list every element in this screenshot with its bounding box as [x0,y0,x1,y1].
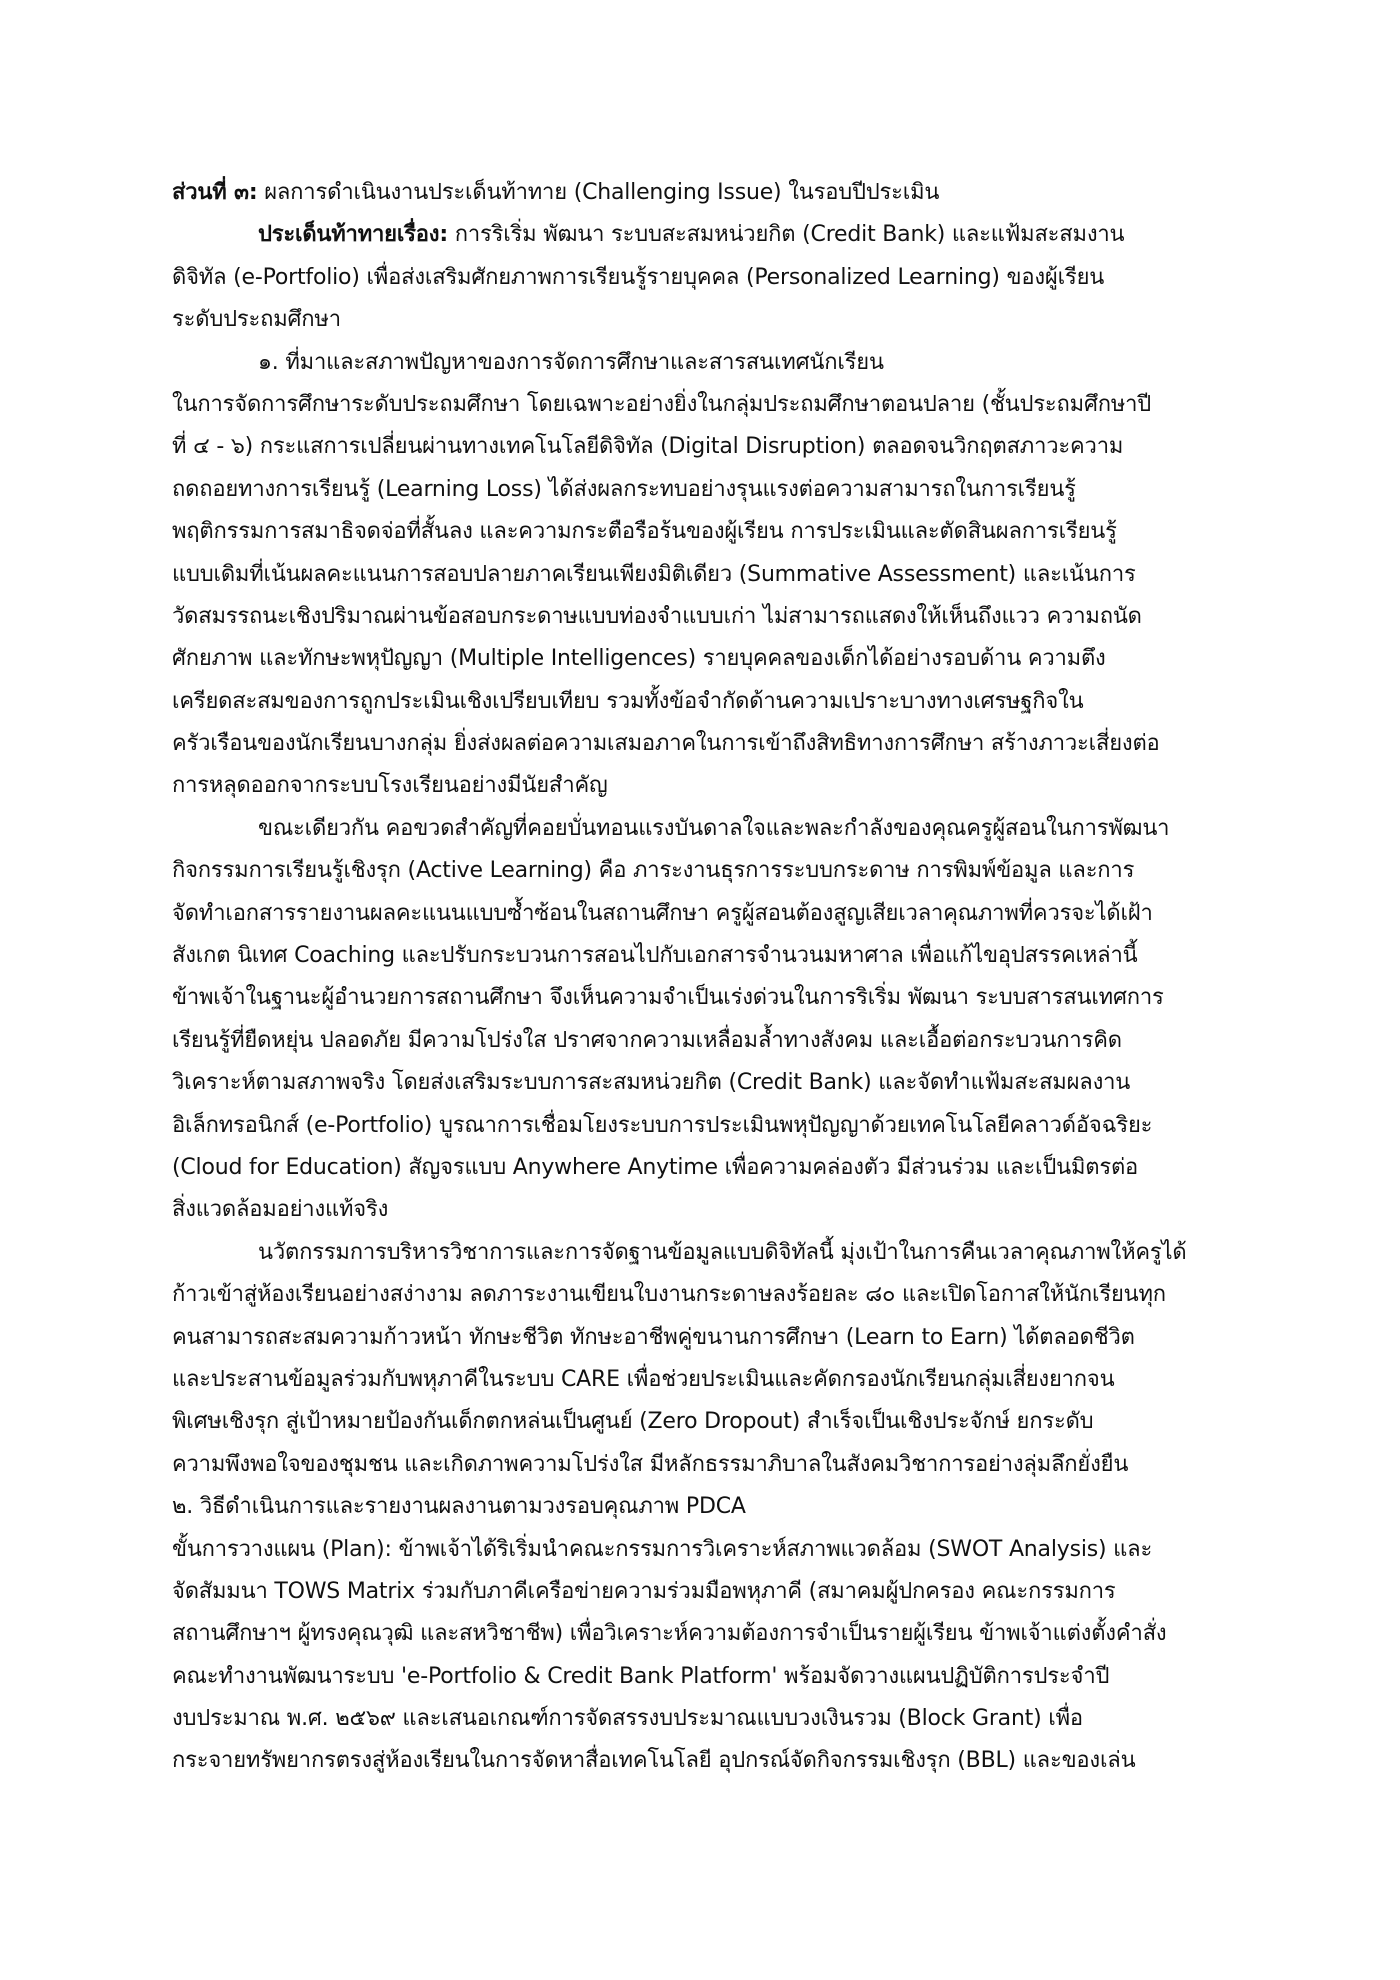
paragraph-line: (Cloud for Education) สัญจรแบบ Anywhere Anytime เพื่อความคล่องตัว มีส่วนร่วม และเป็นมิตรต่อ [172,1154,1139,1180]
paragraph-line: จัดทำเอกสารรายงานผลคะแนนแบบซ้ำซ้อนในสถานศึกษา ครูผู้สอนต้องสูญเสียเวลาคุณภาพที่ควรจะได้เฝ้า [172,900,1153,926]
paragraph-line: เรียนรู้ที่ยืดหยุ่น ปลอดภัย มีความโปร่งใส ปราศจากความเหลื่อมล้ำทางสังคม และเอื้อต่อกระบวนการคิด [172,1027,1122,1053]
paragraph-line: งบประมาณ พ.ศ. ๒๕๖๙ และเสนอเกณฑ์การจัดสรรงบประมาณแบบวงเงินรวม (Block Grant) เพื่อ [172,1706,1083,1732]
paragraph-line: วัดสมรรถนะเชิงปริมาณผ่านข้อสอบกระดาษแบบท่องจำแบบเก่า ไม่สามารถแสดงให้เห็นถึงแวว ความถนัด [172,603,1142,629]
paragraph-line: สิ่งแวดล้อมอย่างแท้จริง [172,1197,389,1223]
section-heading-label: ส่วนที่ ๓: [172,180,258,205]
paragraph-line: ครัวเรือนของนักเรียนบางกลุ่ม ยิ่งส่งผลต่อความเสมอภาคในการเข้าถึงสิทธิทางการศึกษา สร้างภาวะเสี่ยงต่อ [172,731,1160,757]
paragraph-line: ที่ ๔ - ๖) กระแสการเปลี่ยนผ่านทางเทคโนโลยีดิจิทัล (Digital Disruption) ตลอดจนวิกฤตสภาวะความ [172,434,1124,460]
paragraph-line: พฤติกรรมการสมาธิจดจ่อที่สั้นลง และความกระตือรือร้นของผู้เรียน การประเมินและตัดสินผลการเรียนรู้ [172,519,1117,545]
paragraph-line: กิจกรรมการเรียนรู้เชิงรุก (Active Learning) คือ ภาระงานธุรการระบบกระดาษ การพิมพ์ข้อมูล และการ [172,858,1135,884]
paragraph-line: ขั้นการวางแผน (Plan): ข้าพเจ้าได้ริเริ่มนำคณะกรรมการวิเคราะห์สภาพแวดล้อม (SWOT Analysis) และ [172,1536,1153,1562]
paragraph-line: คนสามารถสะสมความก้าวหน้า ทักษะชีวิต ทักษะอาชีพคู่ขนานการศึกษา (Learn to Earn) ได้ตลอดชีวิต [172,1324,1135,1350]
paragraph-line: คณะทำงานพัฒนาระบบ 'e-Portfolio & Credit Bank Platform' พร้อมจัดวางแผนปฏิบัติการประจำปี [172,1663,1110,1689]
issue-heading [172,214,1242,256]
paragraph-line: ความพึงพอใจของชุมชน และเกิดภาพความโปร่งใส มีหลักธรรมาภิบาลในสังคมวิชาการอย่างลุ่มลึกยั่งยืน [172,1451,1129,1477]
paragraph-line: อิเล็กทรอนิกส์ (e-Portfolio) บูรณาการเชื่อมโยงระบบการประเมินพหุปัญญาด้วยเทคโนโลยีคลาวด์อัจฉริยะ [172,1112,1153,1138]
paragraph-line: กระจายทรัพยากรตรงสู่ห้องเรียนในการจัดหาสื่อเทคโนโลยี อุปกรณ์จัดกิจกรรมเชิงรุก (BBL) และของเล่น [172,1748,1136,1774]
paragraph-line: ในการจัดการศึกษาระดับประถมศึกษา โดยเฉพาะอย่างยิ่งในกลุ่มประถมศึกษาตอนปลาย (ชั้นประถมศึกษาปี [172,391,1152,417]
issue-line: ดิจิทัล (e-Portfolio) เพื่อส่งเสริมศักยภาพการเรียนรู้รายบุคคล (Personalized Learning) ของผู้เรียน [172,264,1105,290]
document-body [172,172,1242,1783]
paragraph-line: วิเคราะห์ตามสภาพจริง โดยส่งเสริมระบบการสะสมหน่วยกิต (Credit Bank) และจัดทำแฟ้มสะสมผลงาน [172,1070,1131,1096]
paragraph-line: การหลุดออกจากระบบโรงเรียนอย่างมีนัยสำคัญ [172,773,608,799]
paragraph-line: แบบเดิมที่เน้นผลคะแนนการสอบปลายภาคเรียนเพียงมิติเดียว (Summative Assessment) และเน้นการ [172,561,1136,587]
paragraph-line: ศักยภาพ และทักษะพหุปัญญา (Multiple Intelligences) รายบุคคลของเด็กได้อย่างรอบด้าน ความตึง [172,646,1106,672]
paragraph-line: จัดสัมมนา TOWS Matrix ร่วมกับภาคีเครือข่ายความร่วมมือพหุภาคี (สมาคมผู้ปกครอง คณะกรรมการ [172,1578,1116,1604]
paragraph-line: สถานศึกษาฯ ผู้ทรงคุณวุฒิ และสหวิชาชีพ) เพื่อวิเคราะห์ความต้องการจำเป็นรายผู้เรียน ข้าพเจ้าแต่งตั้งคำสั่ง [172,1621,1167,1647]
paragraph-line: นวัตกรรมการบริหารวิชาการและการจัดฐานข้อมูลแบบดิจิทัลนี้ มุ่งเป้าในการคืนเวลาคุณภาพให้ครูได้ [258,1239,1187,1265]
section-heading-text: ผลการดำเนินงานประเด็นท้าทาย (Challenging Issue) ในรอบปีประเมิน [257,180,940,205]
issue-line: ระดับประถมศึกษา [172,307,341,333]
paragraph-line: ขณะเดียวกัน คอขวดสำคัญที่คอยบั่นทอนแรงบันดาลใจและพละกำลังของคุณครูผู้สอนในการพัฒนา [258,815,1170,841]
paragraph-line: ก้าวเข้าสู่ห้องเรียนอย่างสง่างาม ลดภาระงานเขียนใบงานกระดาษลงร้อยละ ๘๐ และเปิดโอกาสให้นักเรียนทุก [172,1282,1166,1308]
paragraph-line: สังเกต นิเทศ Coaching และปรับกระบวนการสอนไปกับเอกสารจำนวนมหาศาล เพื่อแก้ไขอุปสรรคเหล่านี้ [172,943,1138,969]
paragraph-line: ข้าพเจ้าในฐานะผู้อำนวยการสถานศึกษา จึงเห็นความจำเป็นเร่งด่วนในการริเริ่ม พัฒนา ระบบสารสนเทศการ [172,985,1164,1011]
paragraph-line: พิเศษเชิงรุก สู่เป้าหมายป้องกันเด็กตกหล่นเป็นศูนย์ (Zero Dropout) สำเร็จเป็นเชิงประจักษ์ ยกระดับ [172,1409,1094,1435]
issue-heading-label: ประเด็นท้าทายเรื่อง: [258,222,448,248]
part1-title: ๑. ที่มาและสภาพปัญหาของการจัดการศึกษาและสารสนเทศนักเรียน [258,349,884,375]
part2-title: ๒. วิธีดำเนินการและรายงานผลงานตามวงรอบคุณภาพ PDCA [172,1494,746,1520]
paragraph-line: เครียดสะสมของการถูกประเมินเชิงเปรียบเทียบ รวมทั้งข้อจำกัดด้านความเปราะบางทางเศรษฐกิจใน [172,688,1084,714]
paragraph-line: และประสานข้อมูลร่วมกับพหุภาคีในระบบ CARE เพื่อช่วยประเมินและคัดกรองนักเรียนกลุ่มเสี่ยงยากจน [172,1366,1115,1392]
issue-heading-text: การริเริ่ม พัฒนา ระบบสะสมหน่วยกิต (Credit Bank) และแฟ้มสะสมงาน [447,222,1125,248]
paragraph-line: ถดถอยทางการเรียนรู้ (Learning Loss) ได้ส่งผลกระทบอย่างรุนแรงต่อความสามารถในการเรียนรู้ [172,476,1076,502]
section-heading [172,172,1242,214]
